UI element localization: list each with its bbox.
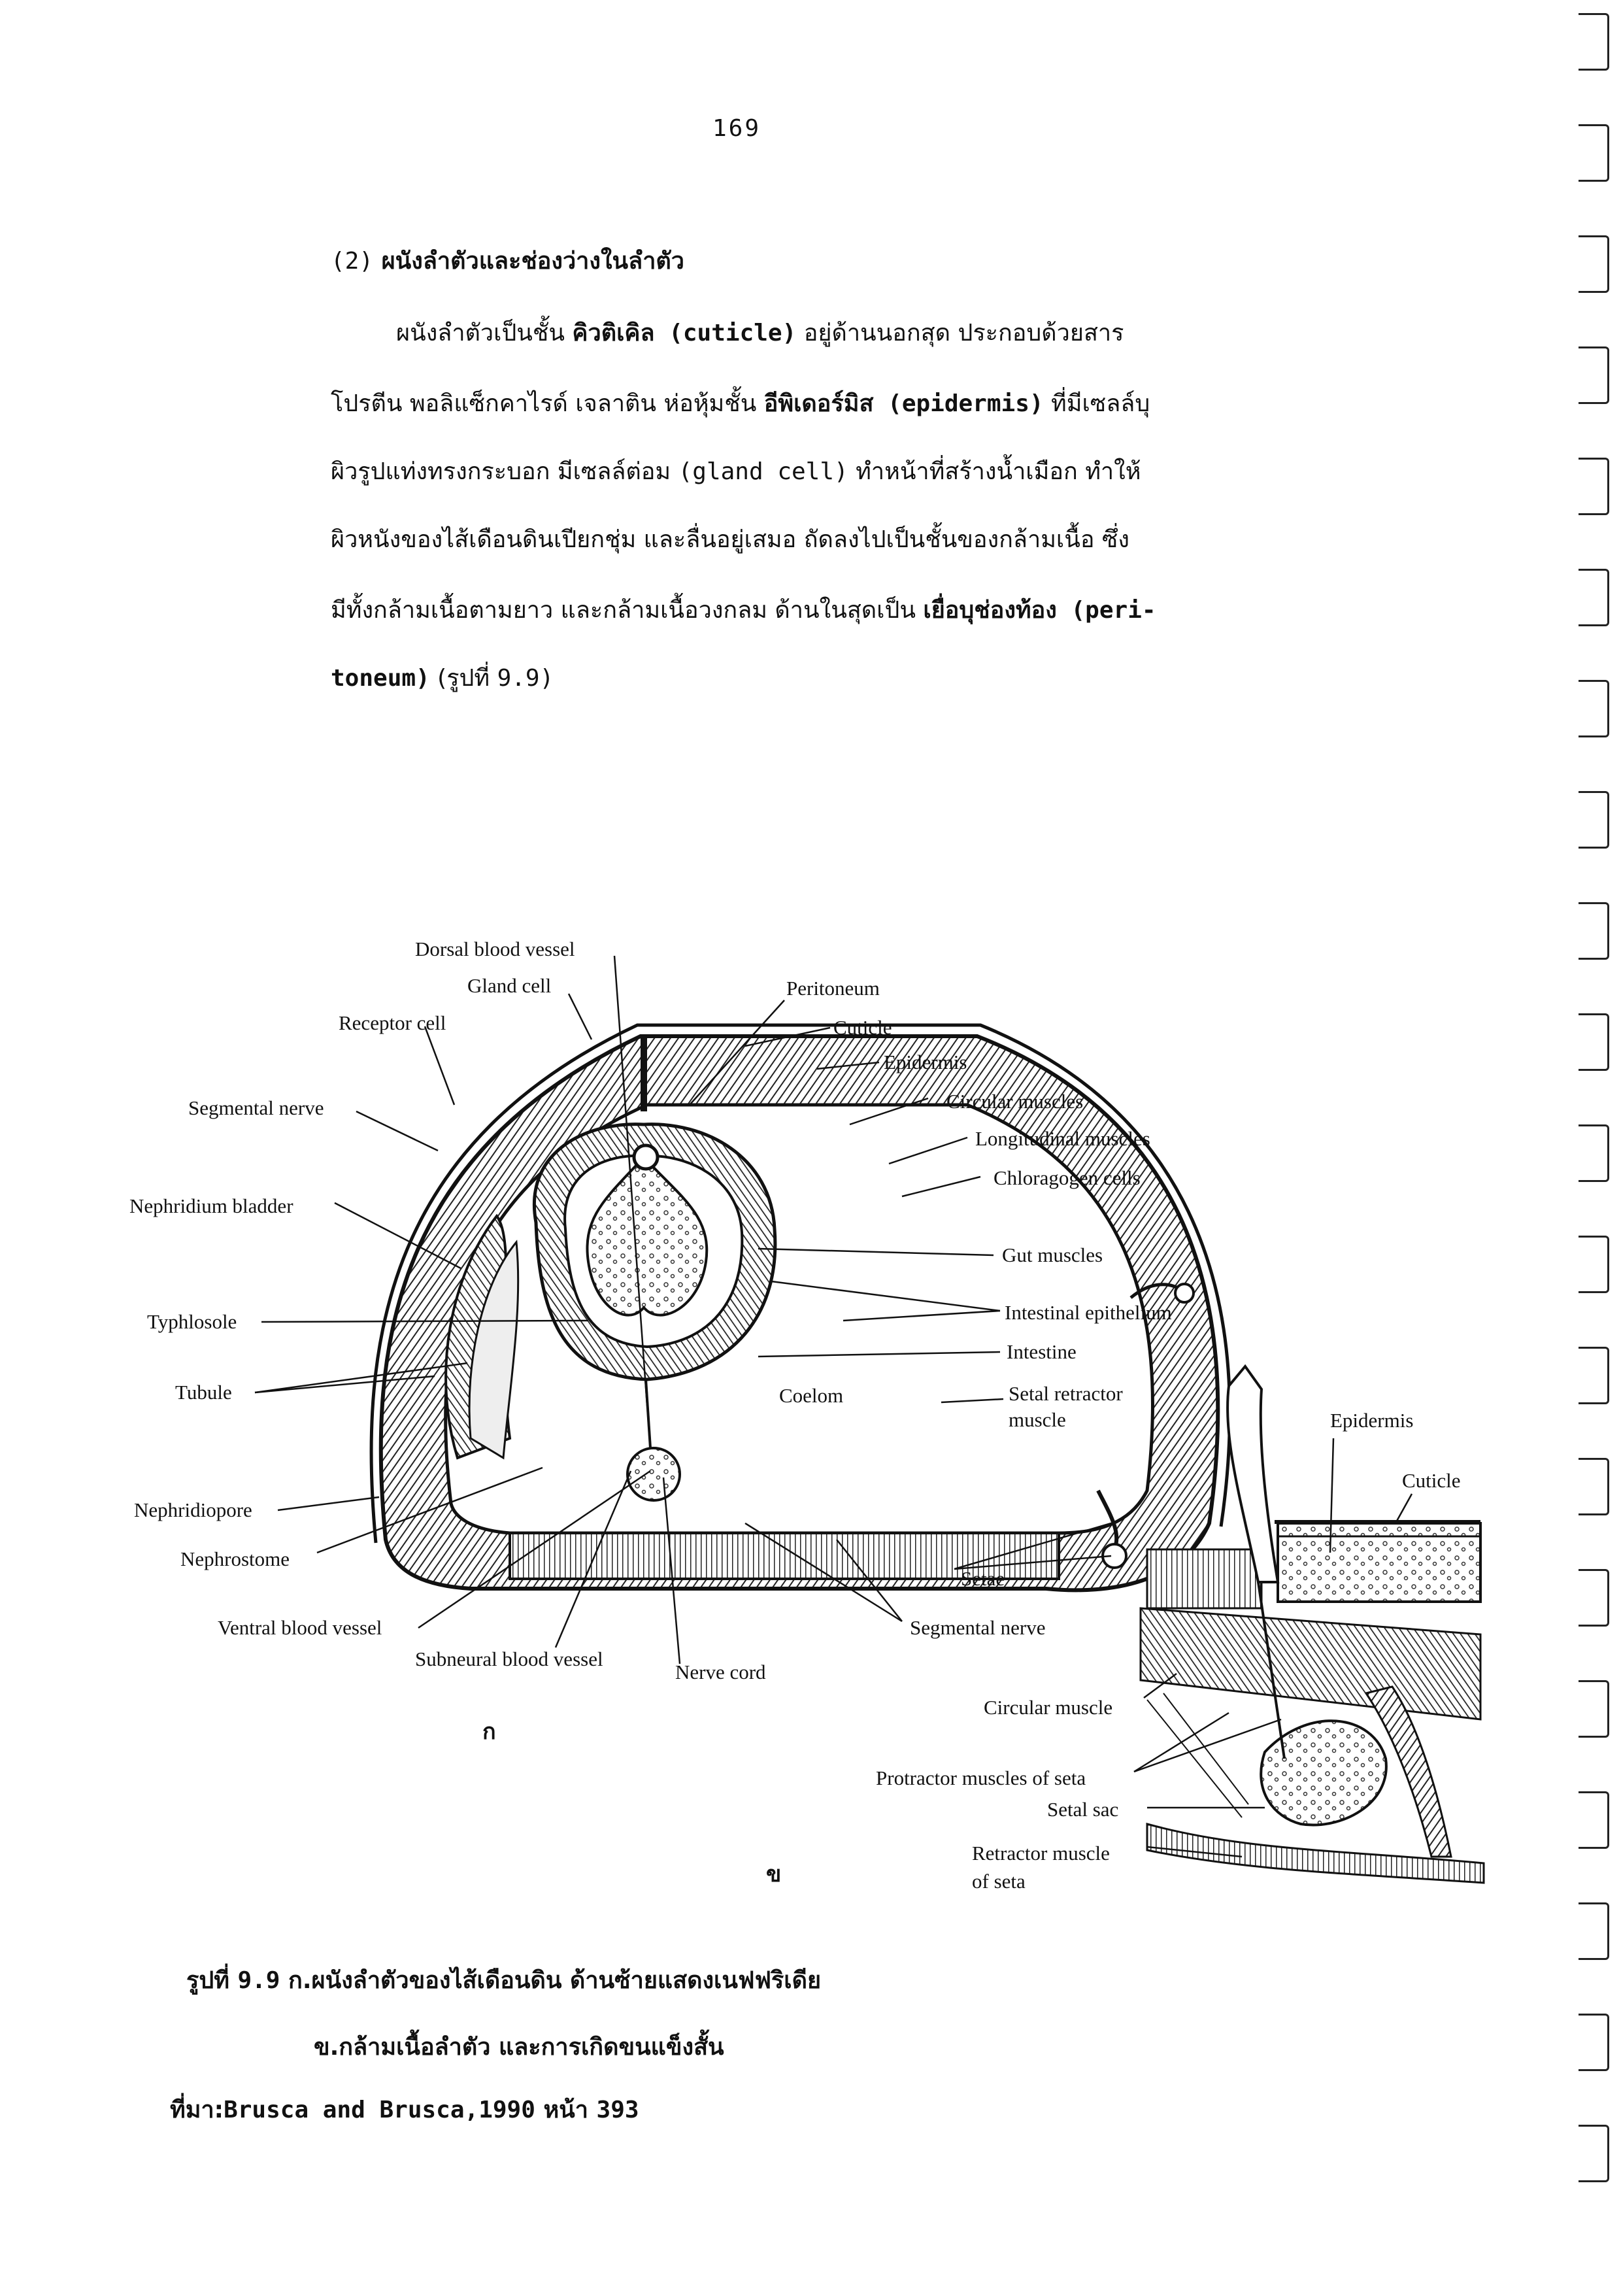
- label-epidermis: Epidermis: [884, 1051, 967, 1073]
- text-run: ผิวรูปแท่งทรงกระบอก มีเซลล์ต่อม: [331, 458, 678, 485]
- caption-source: [170, 2091, 639, 2128]
- source-citation: Brusca and Brusca,1990: [224, 2097, 535, 2123]
- term-cuticle: (cuticle): [654, 320, 797, 346]
- label-dorsal-blood-vessel: Dorsal blood vessel: [415, 937, 575, 960]
- label-ventral-blood-vessel: Ventral blood vessel: [218, 1616, 382, 1639]
- label-coelom: Coelom: [779, 1384, 844, 1407]
- source-page-number: 393: [596, 2097, 639, 2123]
- term-epidermis: (epidermis): [873, 390, 1044, 417]
- label-receptor-cell: Receptor cell: [339, 1011, 446, 1034]
- label-subneural-blood-vessel: Subneural blood vessel: [415, 1647, 603, 1670]
- caption-line-2: ข.กล้ามเนื้อลำตัว และการเกิดขนแข็งสั้น: [314, 2034, 724, 2061]
- label-nephridium-bladder: Nephridium bladder: [129, 1194, 293, 1217]
- page-number: 169: [712, 115, 761, 142]
- term-gland-cell: (gland cell): [678, 458, 848, 485]
- label-b-protractor-muscles: Protractor muscles of seta: [876, 1766, 1086, 1789]
- label-gut-muscles: Gut muscles: [1002, 1243, 1103, 1266]
- label-b-epidermis: Epidermis: [1330, 1409, 1414, 1432]
- caption-figure-label: รูปที่: [186, 1967, 238, 1994]
- section-title: ผนังลำตัวและช่องว่างในลำตัว: [381, 248, 685, 275]
- label-typhlosole: Typhlosole: [147, 1310, 237, 1333]
- text-run: มีทั้งกล้ามเนื้อตามยาว และกล้ามเนื้อวงกลม ด้านในสุดเป็น: [331, 597, 924, 624]
- label-intestinal-epithelium: Intestinal epithelium: [1005, 1301, 1172, 1324]
- caption-line-1: [186, 1961, 821, 1999]
- figure-ref: 9.9): [497, 665, 554, 692]
- label-segmental-nerve-bottom: Segmental nerve: [910, 1616, 1046, 1639]
- section-number: (2): [331, 248, 374, 275]
- label-setal-retractor: Setal retractor: [1009, 1382, 1123, 1405]
- panel-b-mark: ข: [766, 1861, 782, 1887]
- term-epidermis-thai: อีพิเดอร์มิส: [763, 390, 874, 417]
- caption-figure-number: 9.9: [237, 1967, 280, 1994]
- label-nephrostome: Nephrostome: [180, 1547, 290, 1570]
- label-segmental-nerve-top: Segmental nerve: [188, 1096, 324, 1119]
- text-run: ที่มีเซลล์บุ: [1043, 390, 1150, 417]
- label-b-circular-muscle: Circular muscle: [984, 1696, 1113, 1719]
- label-gland-cell: Gland cell: [467, 974, 552, 997]
- caption-text: ก.ผนังลำตัวของไส้เดือนดิน ด้านซ้ายแสดงเนฟฟริเดีย: [280, 1967, 822, 1994]
- label-setal-retractor-muscle: muscle: [1009, 1408, 1066, 1431]
- term-cuticle-thai: คิวติเคิล: [572, 320, 655, 346]
- paragraph-line: ผิวหนังของไส้เดือนดินเปียกชุ่ม และลื่นอยู่เสมอ ถัดลงไปเป็นชั้นของกล้ามเนื้อ ซึ่ง: [331, 526, 1129, 553]
- label-longitudinal-muscles: Longitudinal muscles: [975, 1127, 1150, 1150]
- source-label: ที่มา:: [170, 2097, 224, 2123]
- label-nerve-cord: Nerve cord: [675, 1661, 766, 1683]
- term-peritoneum-thai: เยื่อบุช่องท้อง: [923, 597, 1057, 624]
- label-peritoneum: Peritoneum: [786, 977, 880, 1000]
- text-run: โปรตีน พอลิแซ็กคาไรด์ เจลาติน ห่อหุ้มชั้น: [331, 390, 764, 417]
- label-circular-muscles: Circular muscles: [946, 1090, 1084, 1113]
- label-chloragogen-cells: Chloragogen cells: [994, 1166, 1141, 1189]
- label-b-of-seta: of seta: [972, 1870, 1026, 1893]
- term-peritoneum: (peri-: [1056, 597, 1156, 624]
- label-tubule: Tubule: [175, 1381, 232, 1404]
- text-run: ผนังลำตัวเป็นชั้น: [396, 320, 573, 346]
- label-cuticle: Cuticle: [833, 1016, 892, 1039]
- label-nephridiopore: Nephridiopore: [134, 1498, 252, 1521]
- label-setae: Setae: [961, 1567, 1005, 1590]
- text-run: ทำหน้าที่สร้างน้ำเมือก ทำให้: [848, 458, 1141, 485]
- label-b-setal-sac: Setal sac: [1047, 1798, 1119, 1821]
- term-peritoneum-end: toneum): [331, 665, 430, 692]
- source-page-label: หน้า: [535, 2097, 597, 2123]
- text-run: (รูปที่: [429, 665, 497, 692]
- label-b-retractor-muscle: Retractor muscle: [972, 1842, 1110, 1865]
- text-run: อยู่ด้านนอกสุด ประกอบด้วยสาร: [796, 320, 1124, 346]
- label-b-cuticle: Cuticle: [1402, 1469, 1461, 1492]
- panel-a-mark: ก: [482, 1719, 496, 1745]
- label-intestine: Intestine: [1007, 1340, 1077, 1363]
